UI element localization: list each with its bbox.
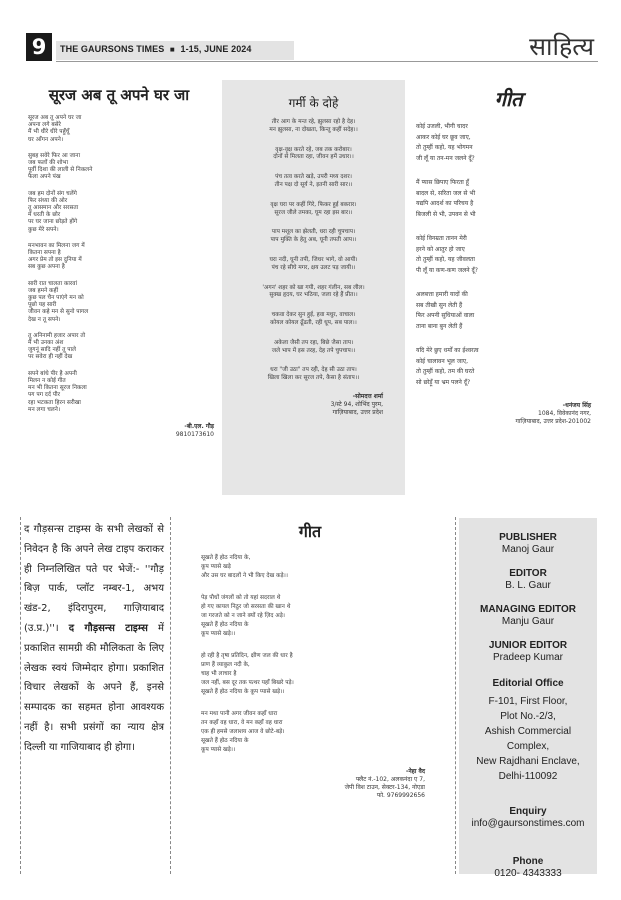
stanza bbox=[232, 367, 395, 383]
poem-line: कूप प्यासे खड़े।। bbox=[201, 747, 236, 754]
publisher-box bbox=[459, 518, 597, 879]
stanza bbox=[232, 257, 395, 273]
poem-line: मन मथा पानी अगर जीवन कहाँ धारा bbox=[201, 710, 278, 717]
poem-line: मिलन न कोई गीत bbox=[28, 377, 66, 384]
poem-line: फिर संध्या की ओर bbox=[28, 197, 68, 204]
poem-line: मैं प्यास छिपाए फिरता हूँ bbox=[416, 179, 469, 186]
poem-line: सो छोड़ूँ या भ्रम पलने दूँ? bbox=[416, 378, 471, 386]
poem-line: चाह भी लाचार है bbox=[201, 671, 237, 678]
office-address-line: F-101, First Floor, bbox=[488, 696, 568, 707]
divider bbox=[170, 517, 171, 874]
poem-line: दोनों से मिलता रहा, जीवन हमें उधार।। bbox=[273, 154, 354, 161]
poem-line: सब तीखी सुन लेती हैं bbox=[416, 301, 463, 309]
poem-line: पूर्वी दिशा की लाली से निकलने bbox=[28, 167, 93, 174]
poem-line: पी लूँ या कण-कण जलने दूँ? bbox=[416, 266, 478, 274]
office-address-line: New Rajdhani Enclave, bbox=[476, 756, 580, 767]
poem-line: पंच तत्व करते खड़े, उपरी मध्य दशर। bbox=[275, 174, 352, 181]
poem-line: बिजली से भी, उपवन से भी bbox=[416, 210, 476, 218]
poem-line: तो तुम्हीं कहो, तम की घरते bbox=[416, 368, 475, 375]
author-address-line: गाज़ियाबाद, उत्तर प्रदेश bbox=[332, 408, 383, 416]
stanza bbox=[201, 652, 445, 698]
author-phone: 9810173610 bbox=[175, 430, 214, 438]
header-rule bbox=[56, 61, 598, 62]
poem-line: मन भी कितना सूरज निकला bbox=[28, 385, 87, 392]
poem-line: मनभावन का मिलना जग में bbox=[28, 242, 85, 249]
poem-line: मैं भी उनका अंश bbox=[28, 340, 64, 347]
author-phone: फो. 9769992656 bbox=[376, 791, 425, 799]
poem-line: पंच रहे सीघे मगर, क्षय उलट पड़ जायी।। bbox=[271, 264, 356, 271]
poem-line: पूछो यह सारी bbox=[28, 302, 57, 309]
poem-title: सूरज अब तू अपने घर जा bbox=[48, 86, 190, 104]
stanza bbox=[24, 115, 214, 144]
poem-line: पेड़ पौधों जंगलों को तो यहां सदराल थे bbox=[201, 594, 281, 601]
poem-line: कितना सपना है bbox=[28, 250, 61, 257]
notice-text: द गौड़सन्स टाइम्स के सभी लेखकों से निवेदन है कि अपने लेख टाइप कराकर ही निम्नलिखित पते पर भेजें:- ''गौड़ बिज़ पार्क, प्लॉट नम्बर-1, अभय खंड-2, इंदिरापुरम, गाज़ियाबाद (उ.प्र.)''। bbox=[24, 524, 164, 634]
poem-line: अलबत्ता हमारी यादों की bbox=[416, 291, 468, 298]
office-address-line: Plot No.-2/3, bbox=[500, 711, 556, 722]
poem-line: मन लगा चलने। bbox=[28, 406, 61, 413]
poem-line: कोई चालावन भूल जाए, bbox=[416, 357, 468, 365]
stanza bbox=[232, 312, 395, 328]
poem-line: फैला अपने पंख bbox=[28, 174, 61, 181]
poem-line: तन कहाँ वह धारा, वे मन कहाँ वह धारा bbox=[201, 719, 283, 726]
phone-number: 0120- 4343333 bbox=[494, 868, 562, 879]
poem-line: जब फलों की शोभा bbox=[28, 160, 69, 167]
stanza bbox=[232, 174, 395, 190]
poem-body bbox=[175, 554, 445, 756]
poem-author: -नेहा वैद bbox=[405, 767, 425, 775]
poem-suraj bbox=[24, 85, 214, 439]
poem-line: में धरती के छोर bbox=[28, 212, 61, 219]
poem-line: देख न तू सपने। bbox=[28, 316, 61, 323]
poem-line: अगर प्रेम तो इस दुनिया में bbox=[28, 257, 82, 264]
poem-line: सूरज जीले तमका, घूम रहा इस बार।। bbox=[274, 209, 353, 216]
poem-line: पाप मशूल का झेलती, धरा रही चुपचाप। bbox=[271, 229, 356, 236]
poem-line: यदि मेरे छुए धर्मों का ईश्वरत्व bbox=[416, 347, 479, 354]
junior-editor-name: Pradeep Kumar bbox=[492, 652, 564, 663]
poem-line: जीवन कहे मन से सुनो पागल bbox=[28, 309, 89, 316]
stanza bbox=[24, 191, 214, 234]
stanza bbox=[24, 333, 214, 362]
poem-line: कूप प्यासे खड़े।। bbox=[201, 631, 236, 638]
poem-title: गीत bbox=[298, 522, 322, 541]
office-address-line: Delhi-110092 bbox=[498, 771, 558, 782]
poem-line: कुछ मेरे सपने। bbox=[28, 226, 59, 233]
stanza bbox=[201, 594, 445, 640]
poem-line: सारी रात चालता कारवां bbox=[28, 280, 77, 287]
page-header bbox=[26, 33, 598, 63]
poem-line: जुगनूं सादि नहीं तू पाले bbox=[28, 347, 76, 354]
publisher-name: Manoj Gaur bbox=[501, 544, 555, 555]
page-number: 9 bbox=[26, 33, 52, 61]
paper-title: THE GAURSONS TIMES bbox=[60, 44, 165, 54]
poem-line: खिला खिला कर सूरज तपे, कैसा है संताप।। bbox=[267, 375, 360, 382]
poem-line: तो तुम्हीं कहो, यह जीवलता bbox=[416, 256, 475, 263]
poem-line: वृक्ष घरा पर कहीं गिरे, फिकर हुई बकरार। bbox=[270, 201, 357, 208]
poem-line: जल नहीं, बस दूर तक पत्थर यहाँ बिखरे पड़े। bbox=[201, 680, 294, 687]
stanza bbox=[201, 710, 445, 756]
poem-line: पर घर जाना छोड़ते होंगे bbox=[28, 219, 78, 226]
poem-line: तो तुम्हीं कहो, यह भोगमन bbox=[416, 144, 473, 151]
poem-line: सूखते हैं होठ नदिया के कूप प्यासे खड़े।। bbox=[201, 689, 285, 696]
poem-line: सुक्ख हृदय, घर भठिया, जला रहे हैं प्रीत।। bbox=[269, 292, 358, 299]
poem-line: आकर कोई घर छूव जाए, bbox=[416, 133, 471, 141]
poem-line: हो रही है तृषा प्रतिदिन, क्षीण जल की धार है bbox=[201, 652, 293, 659]
poem-body bbox=[232, 119, 395, 383]
poem-geet-1 bbox=[416, 85, 601, 426]
poem-line: सपने बांधे पीर है अपनी bbox=[28, 370, 77, 377]
poem-line: रहा भटकता हिरन सरीखा bbox=[28, 399, 81, 406]
notice-text: में प्रकाशित सामग्री की मौलिकता के लिए लेखक स्वयं जिम्मेदार होगा। प्रकाशित विचार लेखकों के अपने हैं, इनसे सम्पादक का सहमत होना आवश्यक नहीं है। सभी प्रसंगों का न्याय क्षेत्र दिल्ली या गाजियाबाद ही होगा। bbox=[24, 622, 164, 753]
stanza bbox=[232, 285, 395, 301]
poem-line: कोयल कोयल ढूँढती, रही धूप, सब पाल।। bbox=[270, 319, 357, 326]
junior-editor-label: JUNIOR EDITOR bbox=[488, 640, 568, 651]
poem-line: वृक्ष-वृक्ष करते रहे, जब तक करोबार। bbox=[275, 146, 352, 153]
poem-line: सूखते हैं होठ नदिया के bbox=[201, 622, 249, 629]
poem-garmi-ke-dohe bbox=[222, 80, 405, 495]
poem-line: कुछ पल चैन पाएंगे मन को bbox=[28, 295, 84, 302]
poem-line: बादल से, सरिता जल से भी bbox=[416, 189, 476, 197]
poem-line: तीन पक्ष दो सूर्य ने, इतनी सारी सार।। bbox=[274, 181, 353, 188]
poem-line: सूखते हैं होठ नदिया के, bbox=[201, 555, 251, 561]
author-address-line: फ्लैट नं.-102, अलकनंदा ए 7, bbox=[355, 775, 425, 783]
poem-body bbox=[24, 115, 214, 414]
poem-line: तीर आग के मन्त रहे, झुलसा रहो है देह। bbox=[271, 119, 356, 125]
stanza bbox=[232, 340, 395, 356]
poem-body bbox=[416, 122, 601, 388]
author-address-line: गाज़ियाबाद, उत्तर प्रदेश-201002 bbox=[515, 418, 591, 425]
phone-label: Phone bbox=[512, 856, 544, 867]
divider bbox=[455, 517, 456, 874]
poem-line: एक ही हमसे जलाशय आज वे छोटे-बड़े। bbox=[201, 729, 285, 736]
separator-square-icon: ■ bbox=[169, 45, 175, 54]
poem-line: जले भाप में इस तरह, देह तपे चुपचाप।। bbox=[271, 347, 356, 354]
poem-line: मन झुलसा, ना दोखता, किन्तु कहीं सदेह।। bbox=[269, 126, 358, 133]
stanza bbox=[24, 281, 214, 324]
office-address bbox=[459, 694, 597, 784]
poem-line: मैं भी धीरे धीरे पहुँचूँ bbox=[28, 129, 70, 136]
poem-line: पग पग दर्द पीर bbox=[28, 392, 60, 399]
poem-line: और उस घर बादलों ने भी किए देख कड़े।। bbox=[201, 573, 288, 580]
poem-line: जब हमने कहीं bbox=[28, 287, 59, 294]
poem-line: चकवा देकर सुन हुई, हवा मधुर, वाचाल। bbox=[271, 312, 356, 319]
poem-line: घरा नदी, घूनी तपी, जिधर भागे, वो आयी। bbox=[269, 256, 358, 263]
poem-line: फिर अपनी सुधियाओं वाला bbox=[416, 312, 475, 319]
author-address-line: जेपी विश टाउन, सेक्टर-134, नोएडा bbox=[344, 783, 425, 791]
poem-author: -धनंजय सिंह bbox=[562, 402, 591, 409]
author-address-line: 1084, विवेकानंद नगर, bbox=[538, 410, 591, 417]
editor-name: B. L. Gaur bbox=[505, 580, 551, 591]
stanza bbox=[24, 243, 214, 272]
stanza bbox=[232, 202, 395, 218]
poem-title: गीत bbox=[494, 87, 523, 111]
editor-label: EDITOR bbox=[509, 568, 547, 579]
stanza bbox=[416, 122, 601, 164]
stanza bbox=[416, 178, 601, 220]
poem-line: हो गए कायल निठुर जो सरसता की खान थे bbox=[201, 603, 291, 610]
office-address-line: Complex, bbox=[506, 741, 550, 752]
poem-line: सूखते हैं होठ नदिया के bbox=[201, 738, 249, 745]
poem-line: कूप प्यासे खड़े bbox=[201, 564, 231, 571]
office-label: Editorial Office bbox=[492, 678, 564, 689]
poem-line: तू अनिनामी हजार अपार तो bbox=[28, 332, 86, 339]
poem-author: -सोमदत्त शर्मा bbox=[352, 392, 383, 400]
poem-geet-2 bbox=[175, 520, 445, 800]
enquiry-label: Enquiry bbox=[509, 806, 547, 817]
paper-name bbox=[60, 44, 252, 54]
poem-title: गर्मी के दोहे bbox=[288, 96, 339, 110]
stanza bbox=[416, 234, 601, 276]
poem-line: सूरज अब तू अपने घर जा bbox=[28, 115, 82, 121]
poem-line: पर सवेरा ही नहीं देख bbox=[28, 354, 73, 361]
poem-line: हरने को आतुर हो जाए bbox=[416, 245, 465, 253]
issue-date: 1-15, JUNE 2024 bbox=[180, 44, 252, 54]
notice-paper-name: द गौड़सन्स टाइम्स bbox=[68, 622, 148, 634]
poem-line: 'अगन' शहर को खा गयी, शहर गंलीन, सब लील। bbox=[262, 284, 365, 291]
poem-line: धरा "जी उठा" तप रही, देह सी उठा ताप। bbox=[270, 367, 357, 374]
section-title: साहित्य bbox=[529, 32, 594, 61]
author-address-line: 3/स्टे 94, शोभिंद पुरम, bbox=[330, 400, 383, 408]
poem-line: जी लूँ या तन-मन जलने दूँ? bbox=[416, 154, 475, 162]
stanza bbox=[201, 554, 445, 582]
stanza bbox=[416, 346, 601, 388]
managing-editor-label: MANAGING EDITOR bbox=[480, 604, 576, 615]
poem-line: सुबह सवेरे फिर आ जाना bbox=[28, 152, 80, 159]
poem-line: प्राण हैं व्याकुल नदी के, bbox=[201, 661, 250, 668]
author-notice bbox=[24, 520, 164, 758]
publisher-label: PUBLISHER bbox=[499, 532, 557, 543]
poem-line: जा गरजते को न जाने क्यों रहे ज़िद अड़े। bbox=[201, 613, 285, 620]
stanza bbox=[232, 147, 395, 163]
poem-line: ताना बाना बुन लेती हैं bbox=[416, 322, 463, 330]
poem-line: घर आँगन अपने। bbox=[28, 136, 64, 143]
poem-line: तू आसमान और सरसता bbox=[28, 205, 79, 212]
poem-line: यद्यपि आदर्श का परिचय है bbox=[416, 200, 474, 207]
stanza bbox=[416, 290, 601, 332]
stanza bbox=[24, 153, 214, 182]
poem-line: अकेला जैसी तप रहा, बिछे जैसा ताप। bbox=[273, 339, 354, 346]
poem-line: कोई विनम्रता तानन मेरी bbox=[416, 235, 467, 242]
managing-editor-name: Manju Gaur bbox=[501, 616, 555, 627]
enquiry-email: info@gaursonstimes.com bbox=[471, 818, 585, 829]
poem-line: जब हम दोनों संग चलेंगे bbox=[28, 190, 77, 197]
poem-author: -बी.एल. गौड़ bbox=[184, 422, 214, 430]
poem-line: कोई उजली, भीगी चादर bbox=[416, 123, 468, 130]
poem-line: पाप मुक्ति के हेतु अब, घूनी तपती आप।। bbox=[270, 237, 357, 244]
divider bbox=[20, 517, 21, 874]
poem-line: अपना लगे बसेरे bbox=[28, 122, 61, 129]
stanza bbox=[232, 119, 395, 135]
stanza bbox=[24, 371, 214, 414]
office-address-line: Ashish Commercial bbox=[484, 726, 572, 737]
stanza bbox=[232, 229, 395, 245]
poem-line: सब कुछ अपना है bbox=[28, 264, 65, 271]
